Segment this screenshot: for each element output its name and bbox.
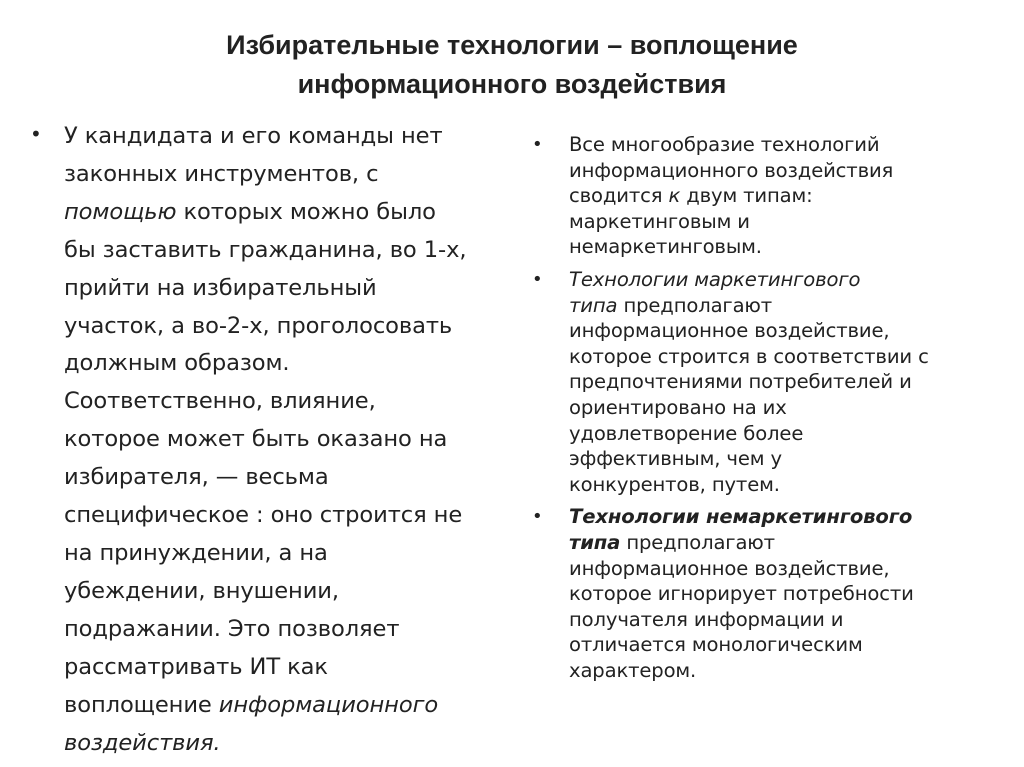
- text-line: [64, 194, 520, 232]
- bullet-icon: •: [30, 122, 42, 146]
- text-line: должным образом.: [64, 350, 290, 377]
- text-line: воздействия.: [64, 729, 221, 756]
- title-line-1: Избирательные технологии – воплощение: [226, 30, 798, 60]
- text-line: эффективным, чем у: [569, 447, 782, 471]
- text-line: бы заставить гражданина, во 1-х,: [64, 236, 467, 263]
- text-line: характером.: [569, 658, 697, 682]
- text-line: информационное воздействие,: [569, 319, 890, 343]
- text-segment: предполагают: [620, 530, 775, 554]
- bullet-text: [569, 504, 1010, 683]
- text-segment: воплощение: [64, 691, 219, 718]
- text-line: Технологии немаркетингового: [569, 505, 913, 529]
- text-line: [64, 687, 520, 725]
- text-line: которое может быть оказано на: [64, 426, 448, 453]
- text-line: конкурентов, путем.: [569, 472, 780, 496]
- text-segment: двум типам:: [680, 184, 813, 208]
- text-line: немаркетинговым.: [569, 235, 762, 259]
- left-paragraph: [64, 118, 520, 762]
- bullet-icon: •: [532, 506, 543, 528]
- text-line: ориентировано на их: [569, 395, 787, 419]
- text-line: получателя информации и: [569, 607, 844, 631]
- bullet-item-2: [530, 267, 1010, 497]
- emphasis-text: к: [668, 184, 681, 208]
- bullet-item-3: [530, 504, 1010, 683]
- text-line: Все многообразие технологий: [569, 133, 880, 156]
- text-line: Соответственно, влияние,: [64, 388, 376, 415]
- text-line: [569, 183, 1010, 209]
- bullet-icon: •: [532, 268, 543, 290]
- text-line: рассматривать ИТ как: [64, 653, 328, 680]
- bullet-text: [569, 267, 1010, 497]
- bullet-item-1: [530, 132, 1010, 260]
- text-line: законных инструментов, с: [64, 160, 379, 187]
- emphasis-text: информационного: [218, 691, 439, 718]
- text-line: У кандидата и его команды нет: [64, 123, 443, 149]
- right-column: [530, 132, 1010, 690]
- text-line: отличается монологическим: [569, 633, 863, 657]
- bullet-icon: •: [532, 134, 543, 155]
- text-line: предпочтениями потребителей и: [569, 370, 912, 394]
- text-segment: сводится: [569, 184, 669, 208]
- emphasis-text: типа: [569, 530, 621, 554]
- text-line: маркетинговым и: [569, 209, 750, 233]
- text-line: которое строится в соответствии с: [569, 344, 929, 368]
- text-line: избирателя, — весьма: [64, 464, 329, 491]
- text-line: информационного воздействия: [569, 158, 894, 182]
- text-line: на принуждении, а на: [64, 539, 328, 566]
- text-line: прийти на избирательный: [64, 274, 377, 301]
- left-column: [30, 118, 520, 762]
- text-line: участок, а во-2-х, проголосовать: [64, 312, 453, 339]
- title-line-2: информационного воздействия: [297, 69, 727, 99]
- text-line: удовлетворение более: [569, 421, 804, 445]
- emphasis-text: типа: [569, 293, 618, 317]
- text-line: Технологии маркетингового: [569, 267, 861, 291]
- emphasis-text: помощью: [64, 198, 177, 225]
- text-segment: предполагают: [617, 293, 773, 317]
- text-segment: которых можно было: [176, 198, 436, 225]
- text-line: информационное воздействие,: [569, 556, 890, 580]
- bullet-text: [569, 132, 1010, 260]
- text-line: специфическое : оно строится не: [64, 502, 463, 529]
- slide-title: [0, 26, 1024, 104]
- text-line: которое игнорирует потребности: [569, 582, 914, 606]
- text-line: [569, 293, 1010, 319]
- text-line: убеждении, внушении,: [64, 577, 339, 604]
- text-line: [569, 530, 1010, 556]
- text-line: подражании. Это позволяет: [64, 615, 400, 642]
